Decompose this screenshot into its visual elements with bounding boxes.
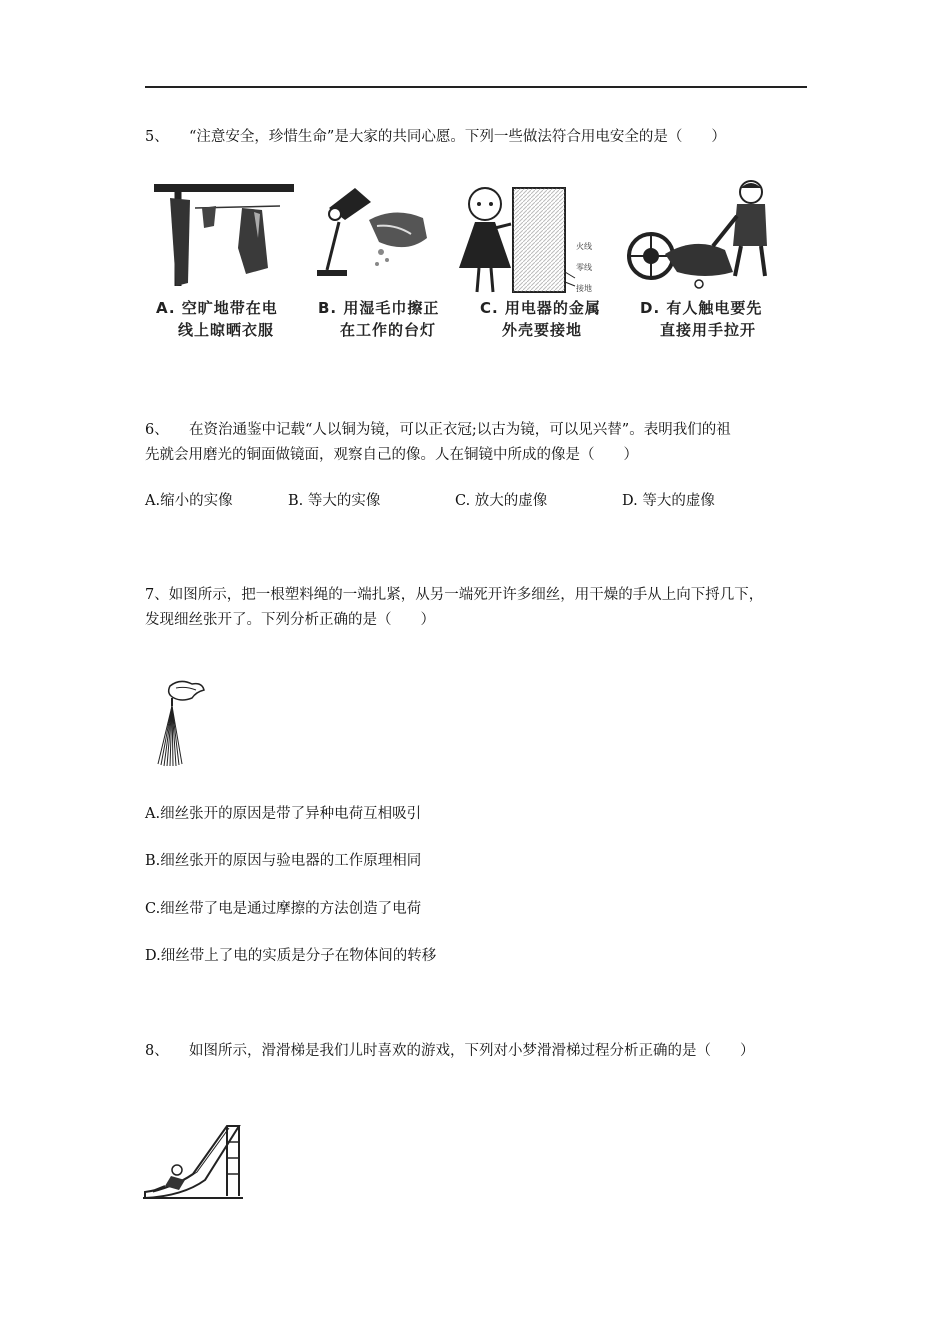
question-8 [145, 1039, 755, 1064]
question-text: 如图所示，滑滑梯是我们儿时喜欢的游戏，下列对小梦滑滑梯过程分析正确的是（ ） [189, 1043, 755, 1059]
question-number: 5、 [145, 129, 169, 145]
question-text: “注意安全，珍惜生命”是大家的共同心愿。下列一些做法符合用电安全的是（ ） [189, 129, 726, 145]
figure-5a-clothes-on-wire [150, 178, 300, 290]
question-text-line1: 7、如图所示，把一根塑料绳的一端扎紧，从另一端死开许多细丝，用干燥的手从上向下捋几下， [145, 587, 764, 603]
figure-5c-wire-labels: 火线 零线 接地 [576, 242, 592, 293]
question-text-line2: 发现细丝张开了。下列分析正确的是（ ） [145, 612, 435, 628]
option-c[interactable]: C. 放大的虚像 [455, 493, 548, 509]
question-7-option-b[interactable]: B.细丝张开的原因与验电器的工作原理相同 [145, 853, 422, 869]
figure-5b-caption: B. 用湿毛巾擦正 在工作的台灯 [318, 299, 440, 339]
option-a[interactable]: A.缩小的实像 [145, 493, 233, 509]
question-number: 8、 [145, 1043, 169, 1059]
figure-5c-caption: C. 用电器的金属 外壳要接地 [480, 299, 601, 339]
question-5 [145, 125, 726, 150]
figure-5a-caption: A. 空旷地带在电 线上晾晒衣服 [156, 299, 278, 339]
option-d[interactable]: D. 等大的虚像 [622, 493, 715, 509]
question-7-option-a[interactable]: A.细丝张开的原因是带了异种电荷互相吸引 [145, 806, 422, 822]
question-7-option-c[interactable]: C.细丝带了电是通过摩擦的方法创造了电荷 [145, 901, 422, 917]
question-number: 6、 [145, 422, 169, 438]
figure-7-plastic-strands [152, 676, 212, 768]
question-text-line2: 先就会用磨光的铜面做镜面，观察自己的像。人在铜镜中所成的像是（ ） [145, 447, 638, 463]
question-7 [145, 583, 763, 633]
figure-5d-shock-rescue [625, 176, 775, 294]
question-7-option-d[interactable]: D.细丝带上了电的实质是分子在物体间的转移 [145, 948, 437, 964]
figure-5b-lamp-wet-towel [315, 180, 435, 290]
question-text-line1: 在资治通鉴中记载“人以铜为镜，可以正衣冠;以古为镜，可以见兴替”。表明我们的祖 [189, 422, 731, 438]
option-b[interactable]: B. 等大的实像 [288, 493, 381, 509]
figure-8-slide [143, 1118, 245, 1200]
question-6-options [145, 489, 715, 514]
question-6 [145, 418, 731, 468]
header-rule [145, 86, 807, 88]
figure-5d-caption: D. 有人触电要先 直接用手拉开 [640, 299, 763, 339]
